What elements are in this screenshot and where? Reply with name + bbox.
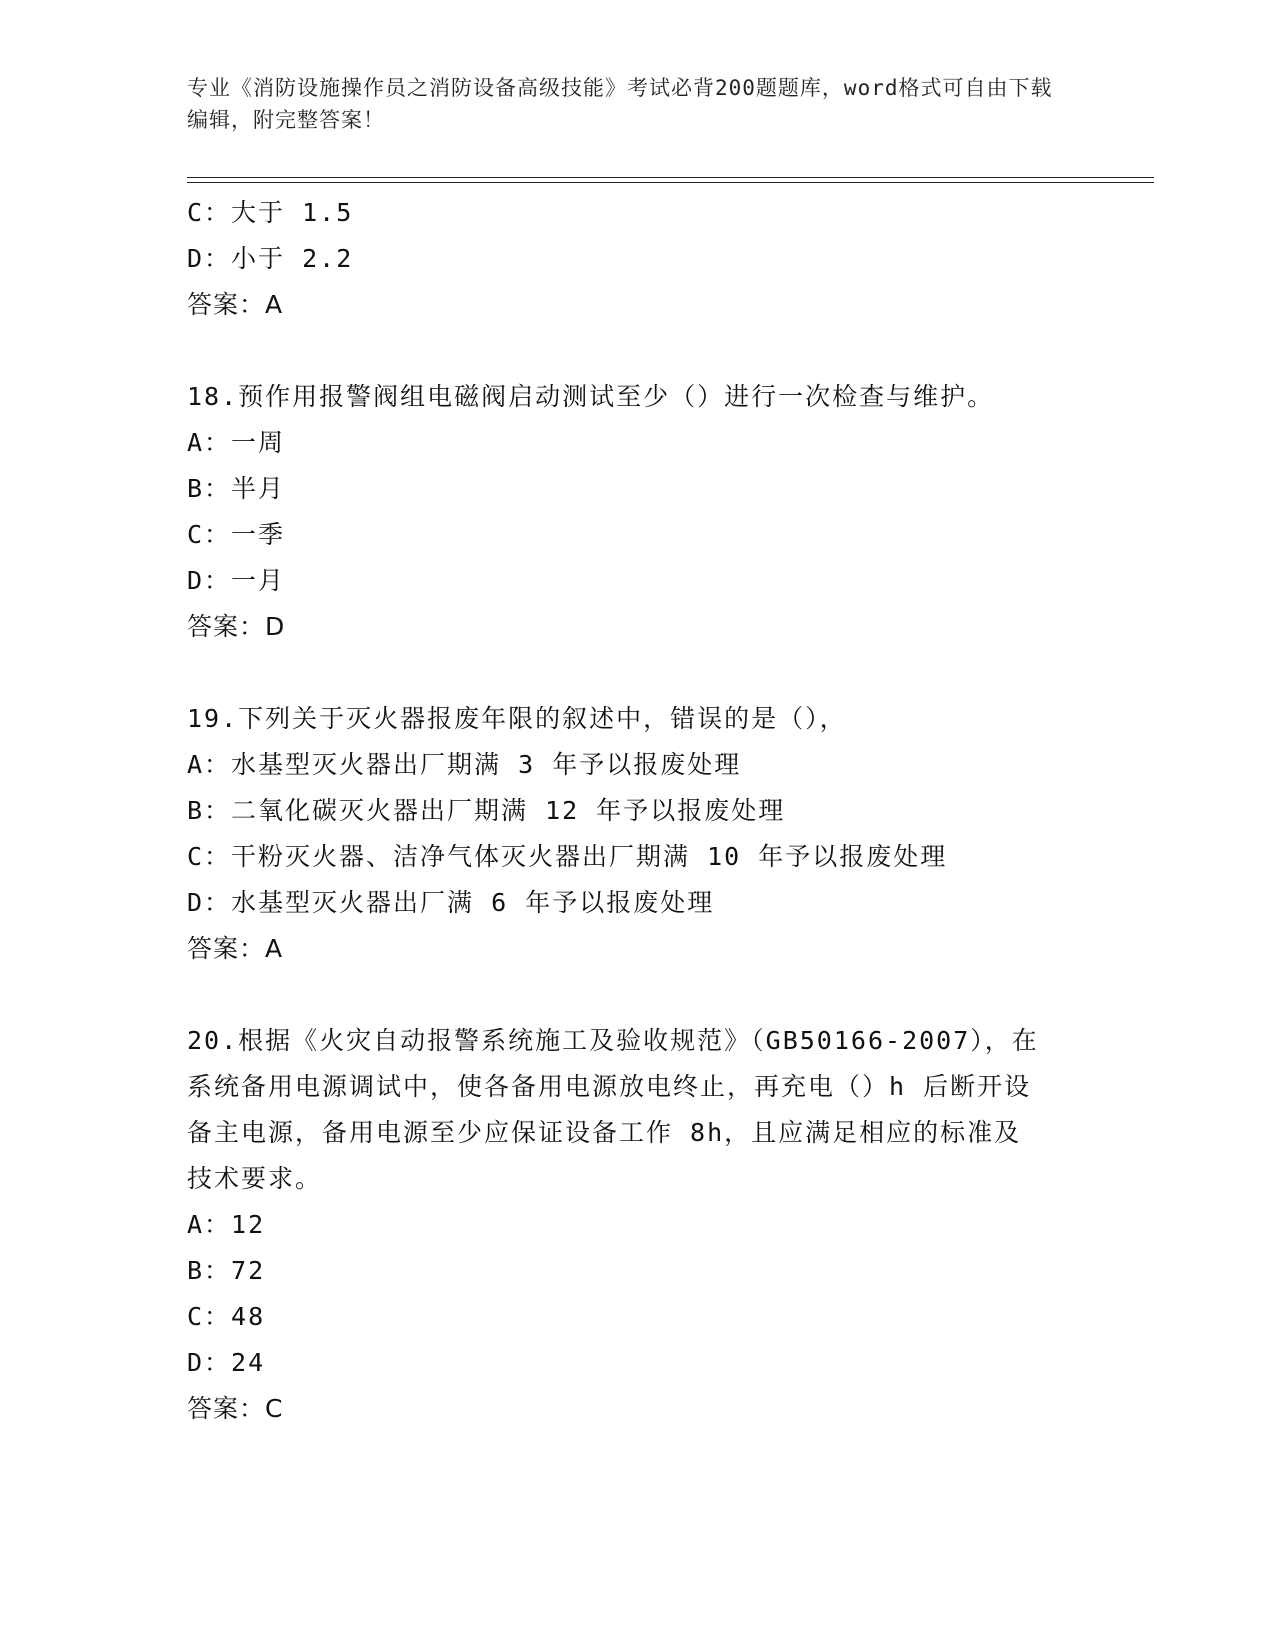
question-20 bbox=[187, 1018, 1087, 1432]
question-text: 18.预作用报警阀组电磁阀启动测试至少（）进行一次检查与维护。 bbox=[187, 382, 995, 411]
option-c: C：大于 1.5 bbox=[187, 198, 354, 227]
header-text: 专业《消防设施操作员之消防设备高级技能》考试必背200题题库，word格式可自由下载编辑，附完整答案！ bbox=[187, 76, 1053, 132]
answer-line: 答案：D bbox=[187, 612, 286, 641]
header-rule-bottom bbox=[187, 182, 1154, 183]
answer-line: 答案：A bbox=[187, 290, 284, 319]
document-header bbox=[187, 72, 1067, 136]
option-a: A：水基型灭火器出厂期满 3 年予以报废处理 bbox=[187, 750, 742, 779]
option-a: A：12 bbox=[187, 1210, 266, 1239]
question-18 bbox=[187, 374, 1087, 650]
option-c: C：干粉灭火器、洁净气体灭火器出厂期满 10 年予以报废处理 bbox=[187, 842, 948, 871]
spacer bbox=[187, 972, 1087, 1018]
question-text-line: 20.根据《火灾自动报警系统施工及验收规范》（GB50166-2007），在 bbox=[187, 1026, 1039, 1055]
spacer bbox=[187, 328, 1087, 374]
question-text-line: 备主电源，备用电源至少应保证设备工作 8h，且应满足相应的标准及 bbox=[187, 1118, 1022, 1147]
option-d: D：一月 bbox=[187, 566, 286, 595]
option-a: A：一周 bbox=[187, 428, 286, 457]
option-d: D：小于 2.2 bbox=[187, 244, 354, 273]
option-d: D：24 bbox=[187, 1348, 266, 1377]
question-17-tail bbox=[187, 190, 1087, 328]
option-b: B：二氧化碳灭火器出厂期满 12 年予以报废处理 bbox=[187, 796, 786, 825]
question-text-line: 系统备用电源调试中，使各备用电源放电终止，再充电（）h 后断开设 bbox=[187, 1072, 1032, 1101]
option-d: D：水基型灭火器出厂满 6 年予以报废处理 bbox=[187, 888, 715, 917]
option-c: C：一季 bbox=[187, 520, 286, 549]
question-list bbox=[187, 190, 1087, 1432]
answer-line: 答案：A bbox=[187, 934, 284, 963]
header-rule-top bbox=[187, 177, 1154, 178]
question-text-line: 技术要求。 bbox=[187, 1164, 323, 1193]
question-text: 19.下列关于灭火器报废年限的叙述中，错误的是（）， bbox=[187, 704, 847, 733]
option-b: B：半月 bbox=[187, 474, 286, 503]
option-c: C：48 bbox=[187, 1302, 266, 1331]
question-19 bbox=[187, 696, 1087, 972]
answer-line: 答案：C bbox=[187, 1394, 284, 1423]
spacer bbox=[187, 650, 1087, 696]
option-b: B：72 bbox=[187, 1256, 266, 1285]
